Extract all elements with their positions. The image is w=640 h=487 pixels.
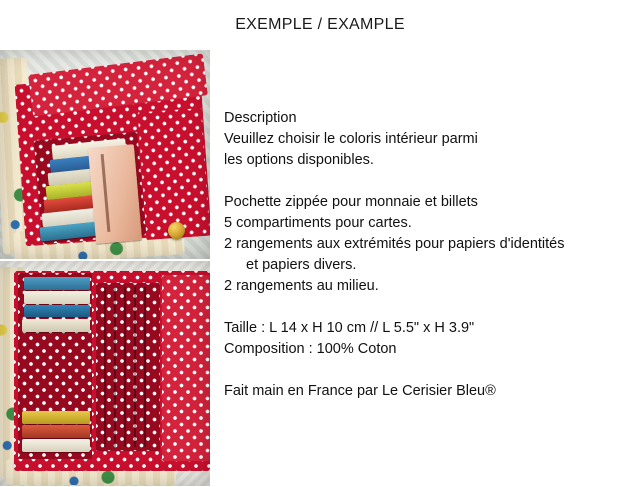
description-heading: Description bbox=[224, 110, 297, 126]
wallet-middle-divider bbox=[124, 287, 126, 447]
wallet-snap-button bbox=[168, 222, 185, 239]
page-title: EXEMPLE / EXAMPLE bbox=[235, 16, 405, 33]
wallet-middle-divider bbox=[114, 287, 116, 447]
product-photo-bottom[interactable] bbox=[0, 261, 210, 486]
wallet-identity-card bbox=[88, 144, 142, 244]
feature-middle-compartments: 2 rangements au milieu. bbox=[224, 278, 379, 294]
wallet-card bbox=[24, 291, 90, 304]
product-image-column bbox=[0, 50, 210, 486]
spacer bbox=[224, 297, 636, 318]
wallet-card bbox=[24, 305, 90, 317]
product-size: Taille : L 14 x H 10 cm // L 5.5" x H 3.9" bbox=[224, 320, 475, 336]
feature-end-compartments-cont: et papiers divers. bbox=[246, 257, 357, 273]
spacer bbox=[224, 360, 636, 381]
wallet-middle-divider bbox=[104, 287, 106, 447]
wallet-card bbox=[22, 425, 90, 438]
product-photo-top[interactable] bbox=[0, 50, 210, 259]
description-line-2: les options disponibles. bbox=[224, 152, 374, 168]
product-description bbox=[224, 108, 636, 402]
wallet-card bbox=[22, 411, 90, 424]
wallet-middle-divider bbox=[144, 287, 146, 447]
description-line-1: Veuillez choisir le coloris intérieur parmi bbox=[224, 131, 478, 147]
wallet-card bbox=[22, 319, 90, 332]
feature-end-compartments: 2 rangements aux extrémités pour papiers d'identités bbox=[224, 236, 565, 252]
wallet-middle-divider bbox=[134, 287, 136, 447]
product-composition: Composition : 100% Coton bbox=[224, 341, 397, 357]
feature-zipped-pocket: Pochette zippée pour monnaie et billets bbox=[224, 194, 478, 210]
product-origin: Fait main en France par Le Cerisier Bleu® bbox=[224, 383, 496, 399]
wallet-card bbox=[24, 277, 90, 290]
wallet-card bbox=[22, 439, 90, 452]
wallet-side-pocket-right-2 bbox=[162, 275, 210, 461]
wallet-side-pocket-right bbox=[138, 108, 210, 240]
feature-card-slots: 5 compartiments pour cartes. bbox=[224, 215, 412, 231]
spacer bbox=[224, 171, 636, 192]
